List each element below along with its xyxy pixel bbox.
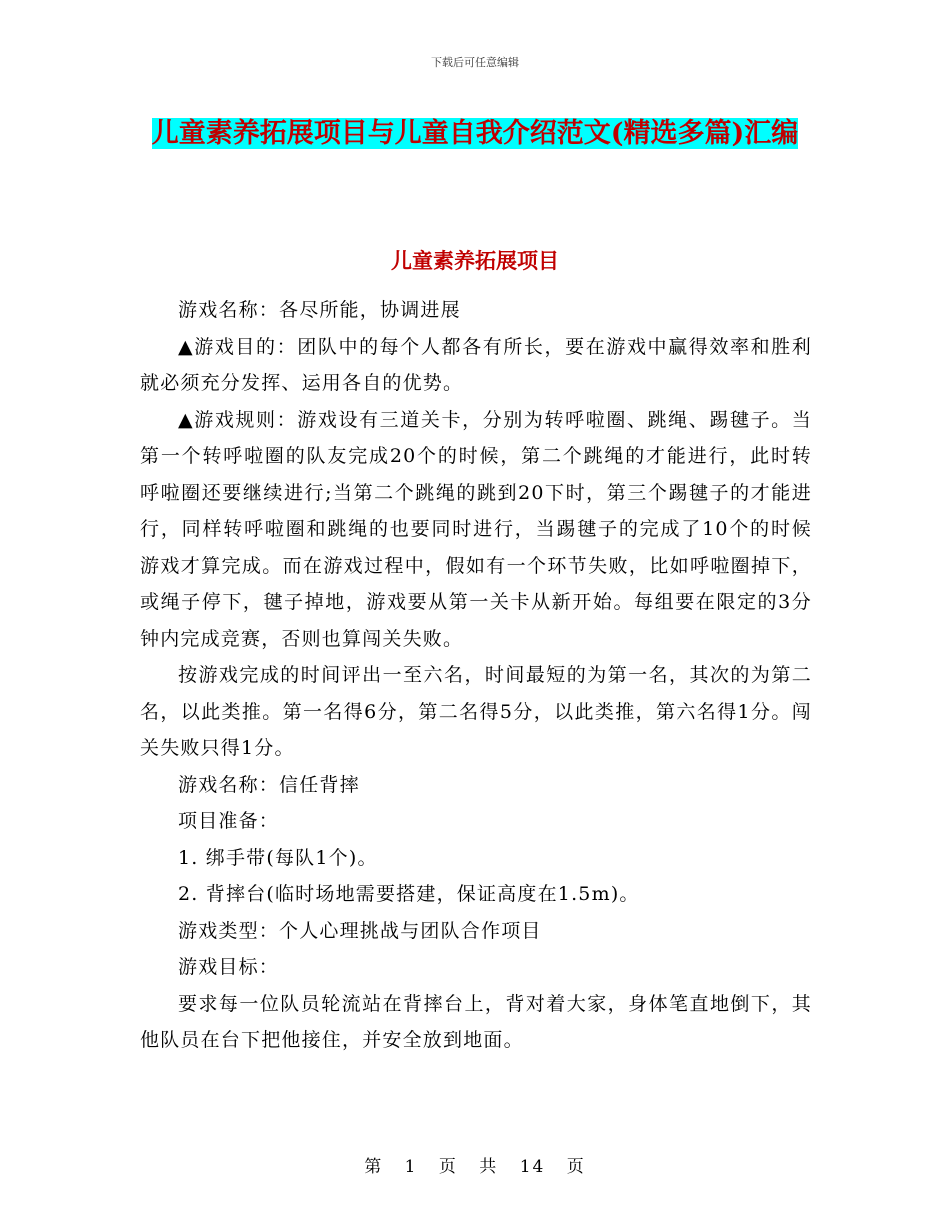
footer-page-word: 页: [438, 1157, 458, 1177]
paragraph: 游戏名称：各尽所能，协调进展: [178, 299, 461, 321]
paragraph: 项目准备：: [178, 810, 280, 832]
page-footer: [0, 1152, 950, 1177]
footer-total-word: 共: [479, 1157, 499, 1177]
section-title: 儿童素养拓展项目: [391, 248, 559, 273]
footer-prefix: 第: [364, 1157, 384, 1177]
document-body: [140, 292, 812, 1059]
paragraph: ▲游戏规则：游戏设有三道关卡，分别为转呼啦圈、跳绳、踢毽子。当第一个转呼啦圈的队友完成20个的时候，第二个跳绳的才能进行，此时转呼啦圈还要继续进行;当第二个跳绳的跳到20下时，第三个踢毽子的才能进行，同样转呼啦圈和跳绳的也要同时进行，当踢毽子的完成了10个的时候游戏才算完成。而在游戏过程中，假如有一个环节失败，比如呼啦圈掉下，或绳子停下，毽子掉地，游戏要从第一关卡从新开始。每组要在限定的3分钟内完成竞赛，否则也算闯关失败。: [140, 408, 812, 650]
list-item: 2. 背摔台(临时场地需要搭建，保证高度在1.5m)。: [178, 883, 640, 905]
header-note: 下载后可任意编辑: [431, 56, 519, 69]
list-item: 1. 绑手带(每队1个)。: [178, 846, 378, 869]
footer-total-pages: 14: [519, 1157, 546, 1177]
paragraph: 游戏目标：: [178, 956, 280, 978]
footer-current-page: 1: [404, 1157, 418, 1177]
document-title-text: 儿童素养拓展项目与儿童自我介绍范文(精选多篇)汇编: [151, 118, 799, 149]
footer-suffix: 页: [566, 1157, 586, 1177]
paragraph: 按游戏完成的时间评出一至六名，时间最短的为第一名，其次的为第二名，以此类推。第一名得6分，第二名得5分，以此类推，第六名得1分。闯关失败只得1分。: [140, 664, 812, 759]
document-title: [140, 112, 810, 156]
paragraph: 游戏名称：信任背摔: [178, 773, 360, 796]
paragraph: ▲游戏目的：团队中的每个人都各有所长，要在游戏中赢得效率和胜利就必须充分发挥、运用各自的优势。: [140, 335, 812, 394]
paragraph: 要求每一位队员轮流站在背摔台上，背对着大家，身体笔直地倒下，其他队员在台下把他接住，并安全放到地面。: [140, 992, 812, 1051]
paragraph: 游戏类型：个人心理挑战与团队合作项目: [178, 919, 542, 942]
